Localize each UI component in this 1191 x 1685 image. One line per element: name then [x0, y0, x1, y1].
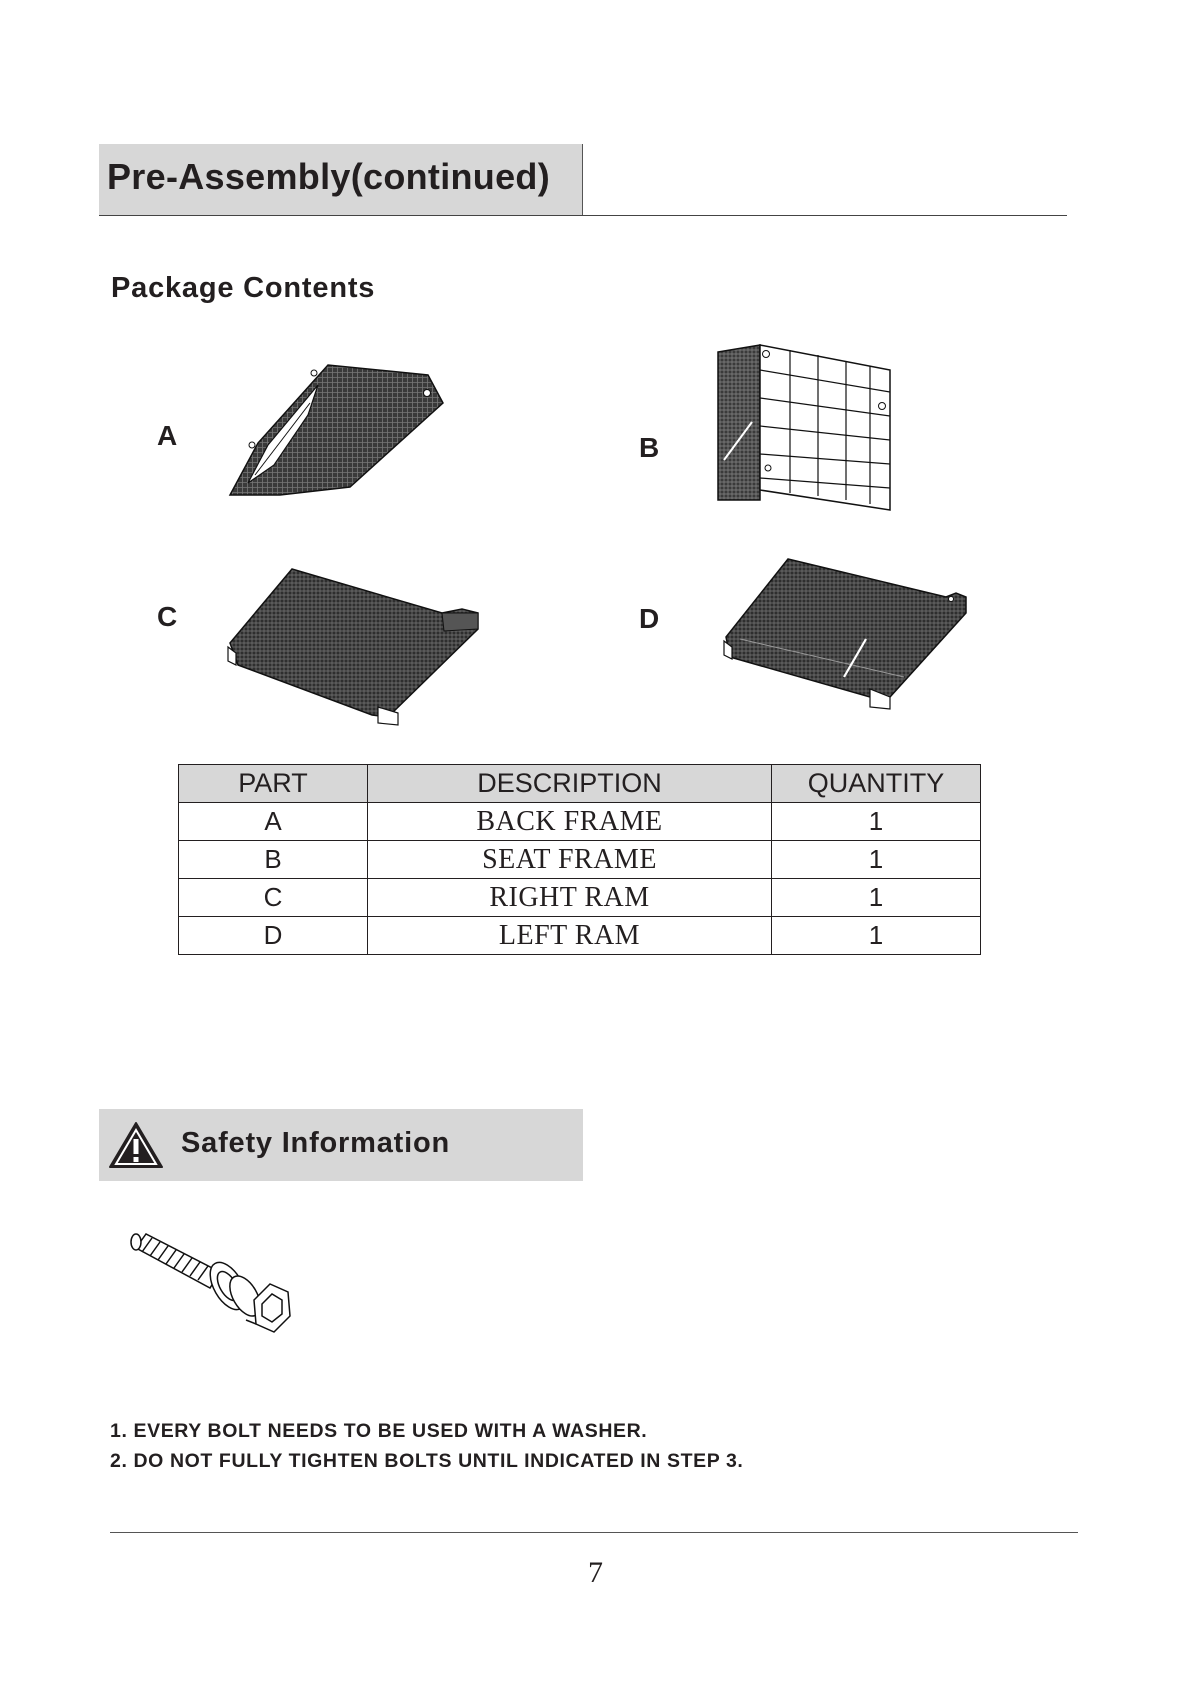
- seat-frame-illustration: [710, 340, 900, 515]
- package-contents-title: Package Contents: [111, 272, 376, 304]
- table-row: [179, 803, 981, 841]
- safety-rules: [110, 1416, 743, 1476]
- safety-rule: 2. DO NOT FULLY TIGHTEN BOLTS UNTIL INDICATED IN STEP 3.: [110, 1450, 744, 1472]
- header-description: DESCRIPTION: [368, 765, 772, 803]
- row-part: D: [179, 917, 368, 955]
- row-description: LEFT RAM: [368, 917, 772, 955]
- right-arm-illustration: [222, 565, 484, 730]
- back-frame-illustration: [210, 355, 455, 505]
- row-part: A: [179, 803, 368, 841]
- header-part: PART: [179, 765, 368, 803]
- bolt-washer-illustration: [130, 1228, 300, 1358]
- row-part: C: [179, 879, 368, 917]
- table-row: [179, 841, 981, 879]
- table-row: [179, 879, 981, 917]
- row-description: RIGHT RAM: [368, 879, 772, 917]
- left-arm-illustration: [720, 557, 970, 715]
- row-quantity: 1: [772, 879, 981, 917]
- part-label-a: A: [157, 420, 178, 451]
- row-quantity: 1: [772, 841, 981, 879]
- table-header-row: [179, 765, 981, 803]
- part-label-d: D: [639, 603, 660, 634]
- row-description: BACK FRAME: [368, 803, 772, 841]
- footer-rule: [110, 1532, 1078, 1533]
- safety-title: Safety Information: [181, 1127, 450, 1159]
- row-part: B: [179, 841, 368, 879]
- page-title: Pre-Assembly(continued): [107, 156, 550, 197]
- safety-rule: 1. EVERY BOLT NEEDS TO BE USED WITH A WASHER.: [110, 1420, 648, 1442]
- part-label-c: C: [157, 601, 178, 632]
- row-quantity: 1: [772, 803, 981, 841]
- parts-table: [178, 764, 981, 955]
- part-label-b: B: [639, 432, 660, 463]
- warning-icon: [108, 1120, 164, 1170]
- header-quantity: QUANTITY: [772, 765, 981, 803]
- row-quantity: 1: [772, 917, 981, 955]
- table-row: [179, 917, 981, 955]
- row-description: SEAT FRAME: [368, 841, 772, 879]
- page-number: 7: [588, 1556, 603, 1589]
- header-rule: [99, 215, 1067, 216]
